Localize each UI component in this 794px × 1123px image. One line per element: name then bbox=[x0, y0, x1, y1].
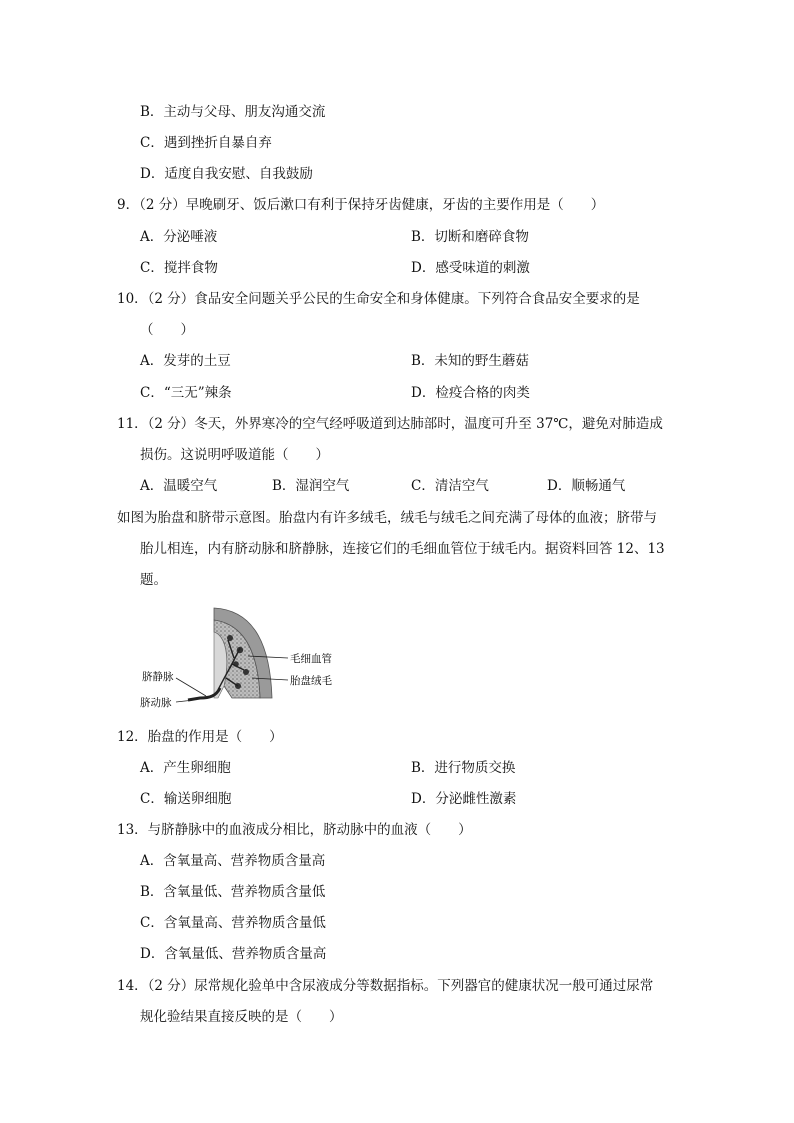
label-villi: 胎盘绒毛 bbox=[290, 675, 332, 687]
q10-stem-line2: （ ） bbox=[140, 322, 194, 338]
label-umbilical-artery: 脐动脉 bbox=[140, 697, 172, 709]
q10-option-b: B．未知的野生蘑菇 bbox=[411, 353, 529, 369]
q14-stem-line1: 14．（2 分）尿常规化验单中含尿液成分等数据指标。下列器官的健康状况一般可通过尿常 bbox=[117, 978, 654, 994]
q9-option-a: A．分泌唾液 bbox=[140, 229, 218, 245]
passage-line3: 题。 bbox=[140, 572, 167, 588]
q8-option-d: D．适度自我安慰、自我鼓励 bbox=[140, 166, 313, 182]
q13-stem: 13．与脐静脉中的血液成分相比，脐动脉中的血液（ ） bbox=[117, 822, 472, 838]
q10-option-c: C．“三无”辣条 bbox=[140, 385, 232, 401]
pointer-artery bbox=[176, 700, 194, 702]
q9-option-b: B．切断和磨碎食物 bbox=[411, 229, 529, 245]
q11-option-b: B．湿润空气 bbox=[272, 478, 350, 494]
q13-option-b: B．含氧量低、营养物质含量低 bbox=[140, 884, 326, 900]
q9-stem: 9．（2 分）早晚刷牙、饭后漱口有利于保持牙齿健康，牙齿的主要作用是（ ） bbox=[117, 197, 605, 213]
q13-option-c: C．含氧量高、营养物质含量低 bbox=[140, 915, 326, 931]
q12-option-a: A．产生卵细胞 bbox=[140, 760, 231, 776]
q12-option-b: B．进行物质交换 bbox=[411, 760, 516, 776]
q12-option-c: C．输送卵细胞 bbox=[140, 791, 232, 807]
q14-stem-line2: 规化验结果直接反映的是（ ） bbox=[140, 1009, 343, 1025]
q8-option-b: B．主动与父母、朋友沟通交流 bbox=[140, 104, 326, 120]
q8-option-c: C．遇到挫折自暴自弃 bbox=[140, 135, 272, 151]
q10-stem-line1: 10．（2 分）食品安全问题关乎公民的生命安全和身体健康。下列符合食品安全要求的是 bbox=[117, 291, 640, 307]
q12-stem: 12．胎盘的作用是（ ） bbox=[117, 729, 283, 745]
pointer-vein bbox=[176, 678, 206, 696]
placenta-diagram bbox=[140, 598, 340, 710]
q9-option-d: D．感受味道的刺激 bbox=[411, 260, 530, 276]
q10-option-a: A．发芽的土豆 bbox=[140, 353, 231, 369]
q12-option-d: D．分泌雌性激素 bbox=[411, 791, 517, 807]
q11-stem-line2: 损伤。这说明呼吸道能（ ） bbox=[140, 447, 329, 463]
label-umbilical-vein: 脐静脉 bbox=[142, 671, 174, 683]
placenta-illustration bbox=[140, 598, 340, 710]
q11-stem-line1: 11．（2 分）冬天，外界寒冷的空气经呼吸道到达肺部时，温度可升至 37℃，避免对肺造成 bbox=[117, 416, 663, 432]
q9-option-c: C．搅拌食物 bbox=[140, 260, 218, 276]
q13-option-a: A．含氧量高、营养物质含量高 bbox=[140, 853, 326, 869]
q11-option-c: C．清洁空气 bbox=[411, 478, 489, 494]
q10-option-d: D．检疫合格的肉类 bbox=[411, 385, 530, 401]
passage-line2: 胎儿相连，内有脐动脉和脐静脉，连接它们的毛细血管位于绒毛内。据资料回答 12、13 bbox=[140, 541, 665, 557]
passage-line1: 如图为胎盘和脐带示意图。胎盘内有许多绒毛，绒毛与绒毛之间充满了母体的血液；脐带与 bbox=[117, 510, 657, 526]
q13-option-d: D．含氧量低、营养物质含量高 bbox=[140, 946, 327, 962]
q11-option-d: D．顺畅通气 bbox=[547, 478, 626, 494]
label-capillary: 毛细血管 bbox=[290, 653, 332, 665]
q11-option-a: A．温暖空气 bbox=[140, 478, 218, 494]
